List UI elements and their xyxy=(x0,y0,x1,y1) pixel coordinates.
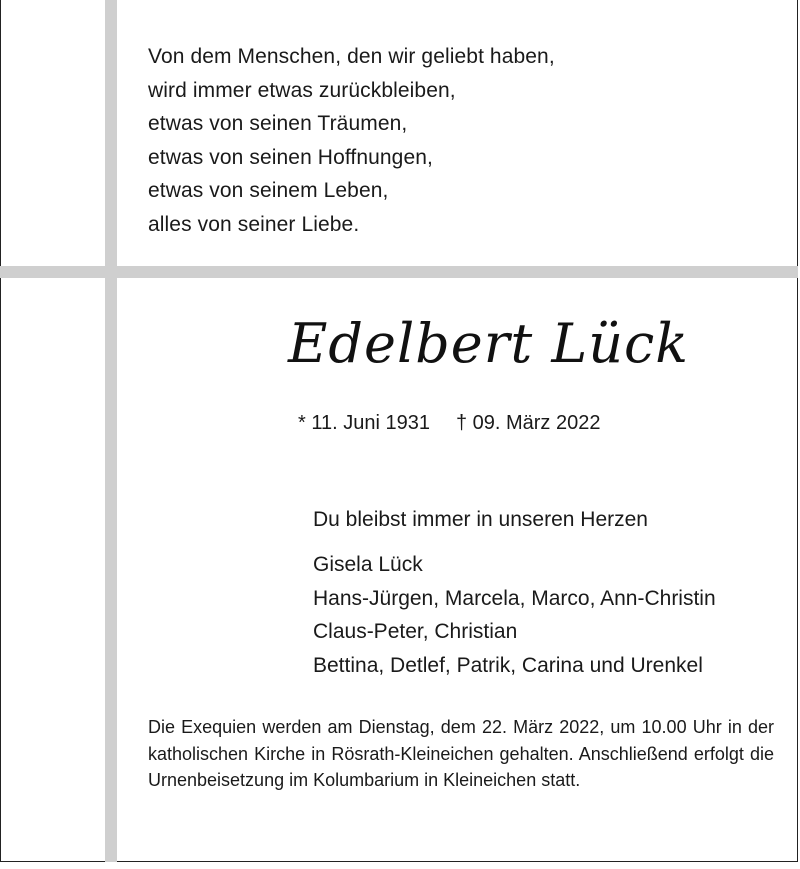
poem-line: wird immer etwas zurückbleiben, xyxy=(148,78,456,102)
poem xyxy=(148,40,555,241)
deceased-name: Edelbert Lück xyxy=(288,312,690,375)
death-date: † 09. März 2022 xyxy=(455,412,601,434)
poem-line: alles von seiner Liebe. xyxy=(148,212,360,236)
mourner-line: Gisela Lück xyxy=(313,553,423,576)
poem-line: etwas von seinem Leben, xyxy=(148,179,389,202)
poem-line: etwas von seinen Träumen, xyxy=(148,112,408,135)
cross-vertical-bar xyxy=(105,0,117,862)
poem-line: Von dem Menschen, den wir geliebt haben, xyxy=(148,45,555,68)
farewell-line: Du bleibst immer in unseren Herzen xyxy=(313,508,648,531)
mourner-line: Bettina, Detlef, Patrik, Carina und Urenkel xyxy=(313,653,703,677)
mourner-line: Claus-Peter, Christian xyxy=(313,620,518,643)
cross-horizontal-bar xyxy=(0,266,798,278)
mourners-list xyxy=(313,548,716,682)
life-dates xyxy=(298,412,600,435)
poem-line: etwas von seinen Hoffnungen, xyxy=(148,145,433,169)
funeral-notice: Die Exequien werden am Dienstag, dem 22. März 2022, um 10.00 Uhr in der katholischen Kirche in Rösrath-Kleineichen gehalten. Anschließend erfolgt die Urnenbeisetzung im Kolumbarium in Kleineichen statt. xyxy=(148,717,774,790)
birth-date: * 11. Juni 1931 xyxy=(298,412,430,434)
mourner-line: Hans-Jürgen, Marcela, Marco, Ann-Christin xyxy=(313,586,716,610)
